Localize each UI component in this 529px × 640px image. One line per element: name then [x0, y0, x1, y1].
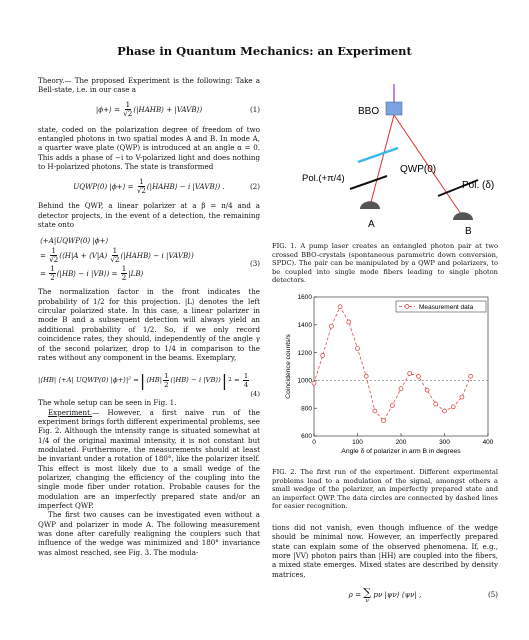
- y-axis-label: Coincidence counts/s: [285, 334, 292, 399]
- y-tick-label: 1000: [297, 377, 312, 385]
- detector-b-icon: [453, 212, 473, 220]
- paragraph-state: state, coded on the polarization degree of freedom of two entangled photons in two spatial modes A and B. In mode A, a quarter wave plate (QWP) is introduced at an angle α = 0. This adds a phase of −i to V-polarized light and does nothing to H-polarized photons. The state is transformed: [38, 124, 260, 172]
- data-point: [382, 419, 386, 423]
- polarizer-a-label: Pol.(+π/4): [302, 173, 345, 184]
- equation-number: (1): [249, 105, 260, 115]
- data-point: [390, 403, 394, 407]
- data-point: [408, 371, 412, 375]
- y-tick-label: 600: [301, 433, 312, 441]
- data-point: [399, 387, 403, 391]
- paragraph-causes: The first two causes can be investigated even without a QWP and polarizer in mode A. The following measurement was done after carefully realigning the couplers such that influence of the wedge was minimized and 180° invariance was almost reached, see Fig. 3. The modula-: [38, 510, 260, 557]
- bbo-crystal: [386, 102, 402, 115]
- data-point: [347, 320, 351, 324]
- x-tick-label: 200: [395, 438, 407, 446]
- data-point: [443, 409, 447, 413]
- right-column: [272, 76, 498, 611]
- figure-2-caption: FIG. 2. The first run of the experiment. Different experimental problems lead to a modulation of the signal, amongst others a small wedge of the polarizer, an imperfectly prepared state and an imperfect QWP. The data circles are connected by dashed lines for easier recognition.: [272, 467, 498, 511]
- detector-b-label: B: [465, 226, 472, 234]
- data-point: [373, 409, 377, 413]
- x-tick-label: 400: [482, 438, 494, 446]
- equation-number: (5): [487, 590, 498, 600]
- legend-marker: [405, 304, 409, 308]
- equation-5: ρ = ∑ ν pν |ψν⟩ ⟨ψν| , (5): [348, 585, 498, 604]
- equation-1: |ϕ+⟩ = $\frac{1}{√2}$ (|HAHB⟩ + |VAVB⟩) (1): [95, 100, 260, 119]
- beam-a: [370, 115, 394, 206]
- bbo-label: BBO: [358, 106, 380, 117]
- data-point: [425, 388, 429, 392]
- y-tick-label: 1400: [297, 321, 312, 329]
- x-tick-label: 0: [312, 438, 316, 446]
- data-point: [312, 381, 316, 385]
- paragraph-projection: Behind the QWP, a linear polarizer at a β = π/4 and a detector projects, in the event of a detection, the remaining state onto: [38, 201, 260, 230]
- paragraph-setup-ref: The whole setup can be seen in Fig. 1.: [38, 398, 177, 408]
- data-point: [434, 402, 438, 406]
- equation-number: (3): [249, 259, 260, 269]
- plot-frame: [314, 297, 488, 436]
- qwp-label: QWP(0): [400, 164, 437, 175]
- x-tick-label: 100: [352, 438, 363, 446]
- detector-a-label: A: [368, 219, 375, 230]
- data-point: [416, 374, 420, 378]
- data-point: [469, 374, 473, 378]
- data-point: [460, 395, 464, 399]
- figure-1-caption: FIG. 1. A pump laser creates an entangled photon pair at two crossed BBO-crystals (spontaneous parametric down conversion, SPDC). The pair can be manipulated by a QWP and polarizers, to be coupled into single mode fibers leading to single photon detectors.: [272, 242, 498, 285]
- equation-4: |⟨HB| ⟨+A| UQWP(0) |ϕ+⟩|² = | ⟨HB| $\frac{1}{2}$ (|HB⟩ − i |VB⟩) | 2 = $\frac{1}{4}$ (4): [38, 370, 260, 398]
- equation-3: ⟨+A|UQWP(0) |ϕ+⟩ = $\frac{1}{√2}$ (⟨H|A + ⟨V|A) $\frac{1}{√2}$ (|HAHB⟩ − i |VAVB⟩) = $\frac{1}{2}$ (|HB⟩ − i |VB⟩) = $\frac{1}{2}$ |LB⟩ (3): [40, 235, 260, 282]
- detector-a-icon: [360, 201, 380, 209]
- data-point: [451, 405, 455, 409]
- setup-diagram: [302, 84, 528, 234]
- paragraph-experiment: Experiment.— However, a first naive run of the experiment brings forth different experimental problems, see Fig. 2. Although the intensity range is situated somewhat at 1/4 of the original maximal intensity, it is not constant but modulated. Furthermore, the measurements should at least be invariant under a rotation of 180°, like the polarizer itself. This effect is most likely due to a small wedge of the polarizer, changing the efficiency of the coupling into the single mode fiber under rotation. Probable causes for the modulation are an imperfectly prepared state and/or an imperfect QWP.: [38, 407, 260, 510]
- legend-label: Measurement data: [419, 303, 474, 311]
- x-tick-label: 300: [439, 438, 450, 446]
- left-column: [38, 76, 260, 557]
- polarizer-b-label: Pol. (δ): [462, 180, 495, 191]
- y-tick-label: 800: [301, 405, 312, 413]
- data-point: [356, 346, 360, 350]
- paragraph-normalization: The normalization factor in the front indicates the probability of 1/2 for this projection. |L⟩ denotes the left circular polarized state. In this case, a linear polarizer in mode B and a subsequent detection will always yield an additional probability of 1/2. So, if we only record coincidence rates, they should, independently of the angle γ of the second polarizer, drop to 1/4 in comparison to the rates without any component in the beams. Exemplary,: [38, 287, 260, 362]
- data-point: [329, 324, 333, 328]
- measurement-chart: [272, 291, 498, 466]
- paragraph-mixed-states: tions did not vanish, even though influence of the wedge should be minimal now. However, an imperfectly prepared state can explain some of the observed phenomena. If, e.g., more |VV⟩ photon pairs than |HH⟩ are coupled into the fibers, a mixed state emerges. Mixed states are described by density matrices,: [272, 522, 498, 579]
- y-tick-label: 1600: [297, 294, 312, 302]
- data-point: [338, 305, 342, 309]
- data-point: [364, 374, 368, 378]
- equation-2: UQWP(0) |ϕ+⟩ = $\frac{1}{√2}$ (|HAHB⟩ − i |VAVB⟩) . (2): [73, 176, 260, 195]
- equation-number: (2): [249, 181, 260, 191]
- paper-title: Phase in Quantum Mechanics: an Experiment: [117, 44, 412, 58]
- y-tick-label: 1200: [297, 349, 312, 357]
- equation-number: (4): [250, 389, 260, 398]
- qwp-plate: [358, 148, 398, 162]
- polarizer-a: [350, 176, 387, 189]
- x-axis-label: Angle δ of polarizer in arm B in degrees: [341, 447, 461, 455]
- paragraph-theory: Theory.— The proposed Experiment is the following: Take a Bell-state, i.e. in our case a: [38, 76, 260, 95]
- data-point: [321, 353, 325, 357]
